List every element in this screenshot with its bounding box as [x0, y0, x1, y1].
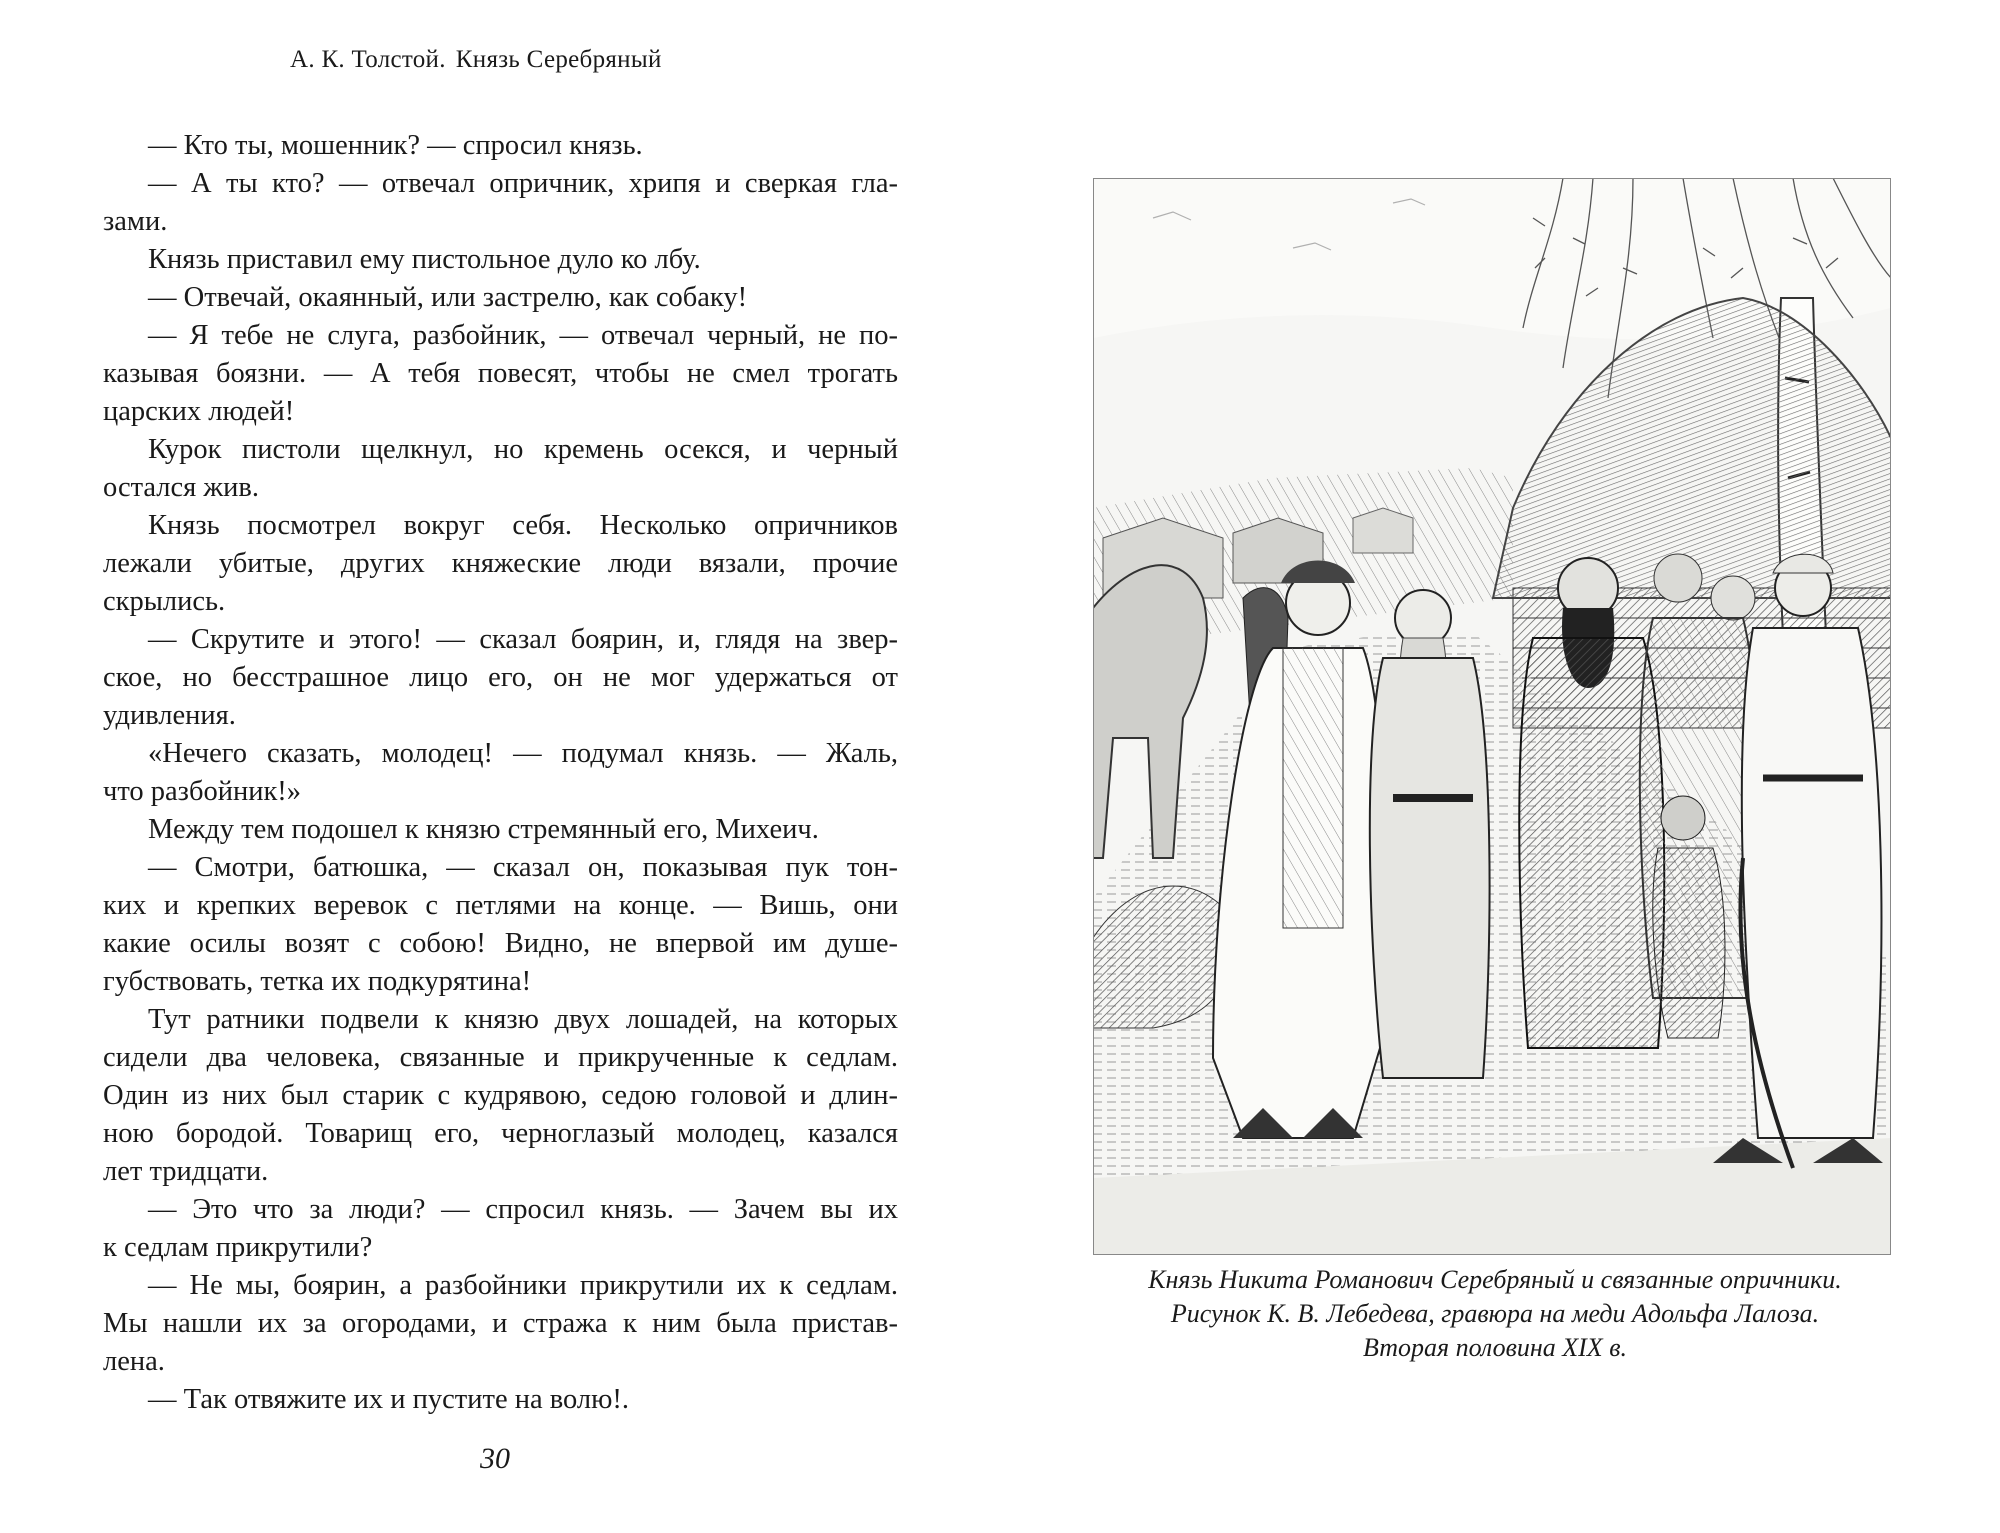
- text-line: Тут ратники подвели к князю двух лошадей, на которых: [148, 1004, 898, 1035]
- text-line: казывая боязни. — А тебя повесят, чтобы не смел трогать: [103, 358, 898, 389]
- text-line: — Так отвяжите их и пустите на волю!.: [148, 1384, 630, 1415]
- text-line: царских людей!: [103, 396, 295, 427]
- text-line: — Скрутите и этого! — сказал боярин, и, глядя на звер-: [148, 624, 898, 655]
- text-line: лена.: [103, 1346, 165, 1377]
- text-line: ною бородой. Товарищ его, черноглазый молодец, казался: [103, 1118, 898, 1149]
- text-line: Один из них был старик с кудрявою, седою головой и длин-: [103, 1080, 898, 1111]
- text-line: Князь посмотрел вокруг себя. Несколько опричников: [148, 510, 898, 541]
- text-line: — Я тебе не слуга, разбойник, — отвечал черный, не по-: [148, 320, 898, 351]
- illustration-caption: [1050, 1263, 1940, 1365]
- figure-old-man: [1370, 590, 1490, 1078]
- text-line: ское, но бесстрашное лицо его, он не мог удержаться от: [103, 662, 898, 693]
- text-line: что разбойник!»: [103, 776, 302, 807]
- text-line: губствовать, тетка их подкурятина!: [103, 966, 532, 997]
- text-line: какие осилы возят с собою! Видно, не впервой им душе-: [103, 928, 898, 959]
- text-line: зами.: [103, 206, 168, 237]
- text-line: — Отвечай, окаянный, или застрелю, как собаку!: [148, 282, 748, 313]
- text-line: остался жив.: [103, 472, 259, 503]
- text-line: Князь приставил ему пистольное дуло ко лбу.: [148, 244, 701, 275]
- page-number: 30: [480, 1442, 510, 1475]
- body-text: [103, 127, 898, 1419]
- text-line: лет тридцати.: [103, 1156, 269, 1187]
- caption-line: Вторая половина XIX в.: [1363, 1333, 1627, 1362]
- text-line: Мы нашли их за огородами, и стража к ним была пристав-: [103, 1308, 898, 1339]
- text-line: — Не мы, боярин, а разбойники прикрутили их к седлам.: [148, 1270, 898, 1301]
- text-line: — Смотри, батюшка, — сказал он, показывая пук тон-: [148, 852, 898, 883]
- header-author: А. К. Толстой.: [290, 46, 446, 73]
- running-head: [290, 46, 662, 74]
- text-line: удивления.: [103, 700, 236, 731]
- caption-line: Князь Никита Романович Серебряный и связанные опричники.: [1148, 1265, 1842, 1294]
- text-line: — А ты кто? — отвечал опричник, хрипя и сверкая гла-: [148, 168, 898, 199]
- engraving-illustration: [1093, 178, 1891, 1255]
- text-line: сидели два человека, связанные и прикрученные к седлам.: [103, 1042, 898, 1073]
- text-line: скрылись.: [103, 586, 226, 617]
- caption-line: Рисунок К. В. Лебедева, гравюра на меди Адольфа Лалоза.: [1170, 1299, 1820, 1328]
- text-line: Курок пистоли щелкнул, но кремень осекся, и черный: [148, 434, 898, 465]
- header-title: Князь Серебряный: [455, 46, 662, 73]
- text-line: Между тем подошел к князю стремянный его, Михеич.: [148, 814, 819, 845]
- text-line: — Это что за люди? — спросил князь. — Зачем вы их: [148, 1194, 898, 1225]
- text-line: к седлам прикрутили?: [103, 1232, 373, 1263]
- text-line: «Нечего сказать, молодец! — подумал князь. — Жаль,: [148, 738, 898, 769]
- text-line: ких и крепких веревок с петлями на конце. — Вишь, они: [103, 890, 898, 921]
- text-line: лежали убитые, других княжеские люди вязали, прочие: [103, 548, 898, 579]
- text-line: — Кто ты, мошенник? — спросил князь.: [148, 130, 643, 161]
